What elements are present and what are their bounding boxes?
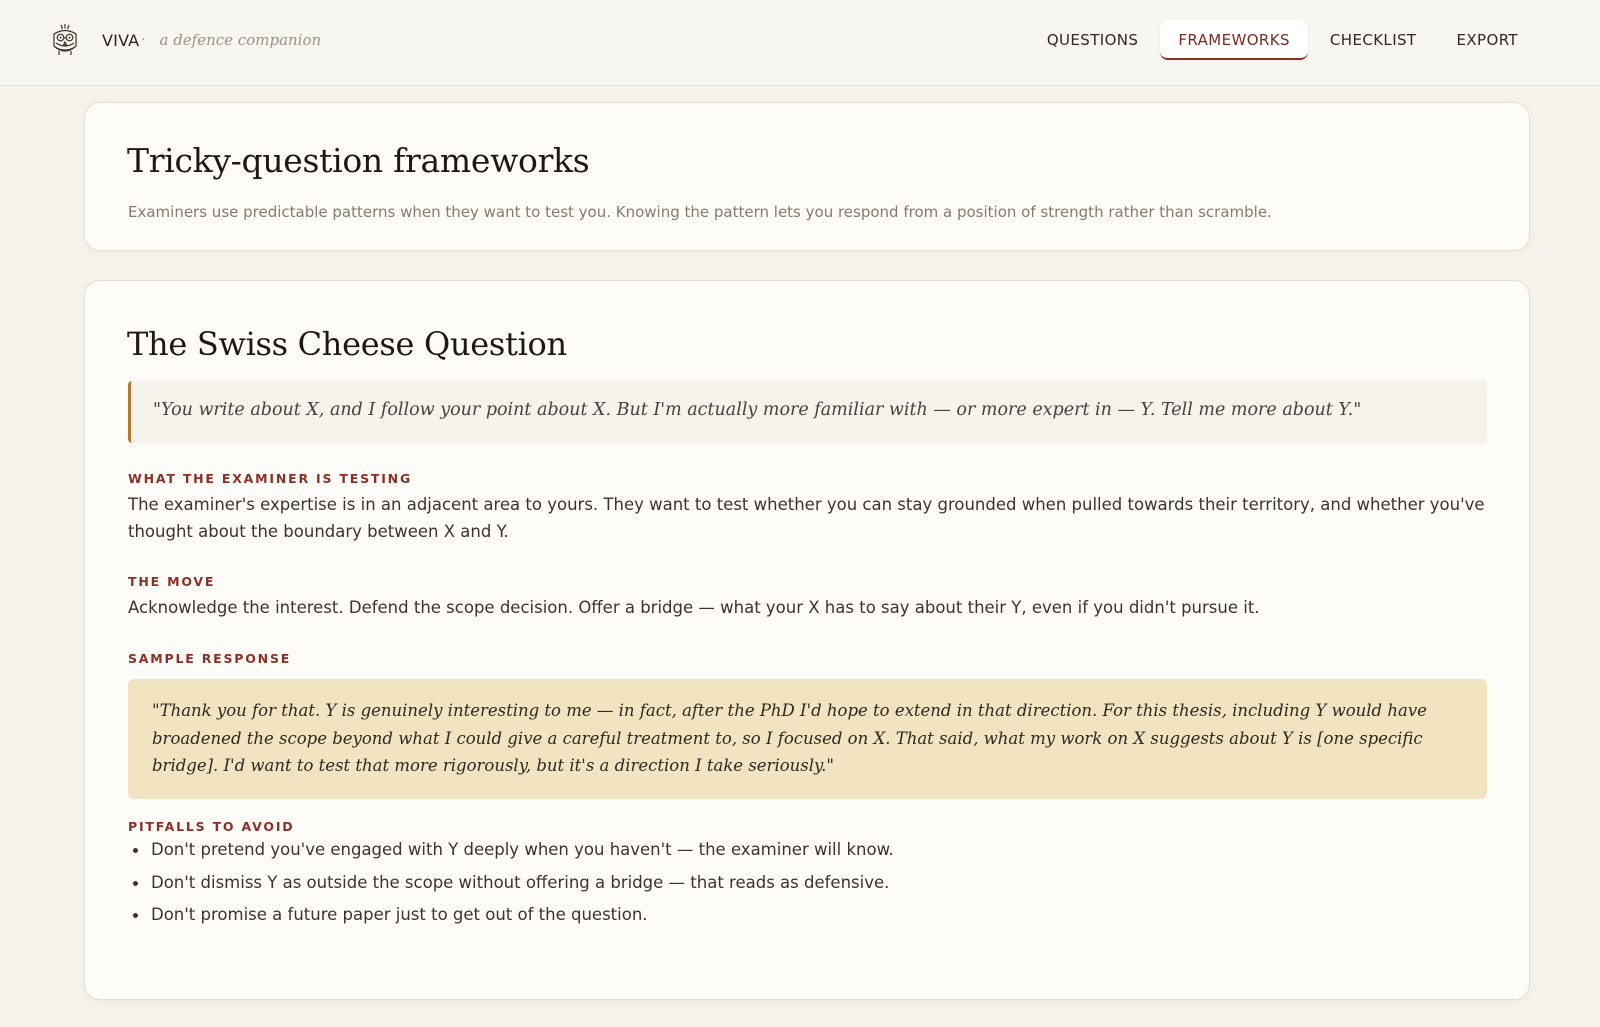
- page-title: Tricky-question frameworks: [127, 141, 590, 180]
- list-item: Don't pretend you've engaged with Y deeply when you haven't — the examiner will know.: [133, 837, 894, 870]
- brand-dot: ·: [141, 32, 146, 48]
- framework-card: [84, 280, 1530, 1000]
- sample-response-text: "Thank you for that. Y is genuinely interesting to me — in fact, after the PhD I'd hope to extend in that direction. For this thesis, including Y would have broadened the scope beyond what I could give a careful treatment to, so I focused on X. That said, what my work on X suggests about Y is [one specific bridge]. I'd want to test that more rigorously, but it's a direction I take seriously.": [152, 701, 1427, 775]
- list-item: Don't dismiss Y as outside the scope without offering a bridge — that reads as defensive.: [133, 870, 894, 903]
- list-item: Don't promise a future paper just to get out of the question.: [133, 902, 894, 935]
- nav-export[interactable]: EXPORT: [1456, 31, 1518, 49]
- pitfalls-list: [133, 837, 894, 935]
- top-navigation-bar: [0, 0, 1600, 86]
- move-label: THE MOVE: [128, 574, 216, 589]
- framework-title: The Swiss Cheese Question: [127, 325, 567, 363]
- sample-response: [128, 679, 1487, 799]
- nav-questions[interactable]: QUESTIONS: [1046, 31, 1139, 49]
- brand[interactable]: [50, 22, 321, 58]
- examiner-quote-text: "You write about X, and I follow your point about X. But I'm actually more familiar with — or more expert in — Y. Tell me more about Y.": [153, 400, 1362, 420]
- brand-tagline: a defence companion: [159, 31, 322, 49]
- nav-frameworks[interactable]: FRAMEWORKS: [1160, 20, 1308, 60]
- sample-label: SAMPLE RESPONSE: [128, 651, 292, 666]
- brand-name: VIVA: [102, 30, 140, 50]
- page-description: Examiners use predictable patterns when they want to test you. Knowing the pattern lets you respond from a position of strength rather than scramble.: [128, 203, 1272, 221]
- testing-text: The examiner's expertise is in an adjacent area to yours. They want to test whether you can stay grounded when pulled towards their territory, and whether you've thought about the boundary between X and Y.: [128, 495, 1485, 541]
- main-nav: [1025, 20, 1536, 60]
- move-text: Acknowledge the interest. Defend the scope decision. Offer a bridge — what your X has to say about their Y, even if you didn't pursue it.: [128, 598, 1260, 617]
- nav-checklist[interactable]: CHECKLIST: [1329, 31, 1417, 49]
- examiner-quote: [128, 381, 1487, 443]
- owl-logo-icon: [50, 22, 80, 58]
- intro-card: [84, 102, 1530, 251]
- pitfalls-label: PITFALLS TO AVOID: [128, 819, 295, 834]
- testing-label: WHAT THE EXAMINER IS TESTING: [128, 471, 412, 486]
